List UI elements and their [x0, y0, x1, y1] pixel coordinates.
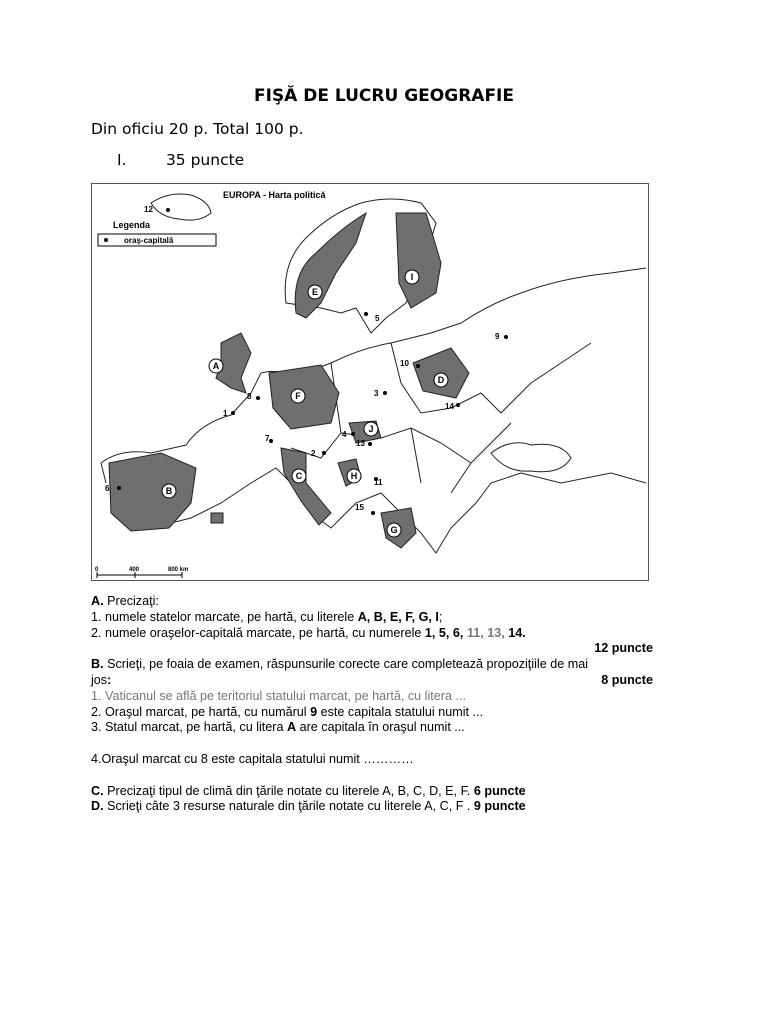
number-5: 5 — [375, 314, 380, 323]
letter-j: J — [368, 424, 374, 434]
legend-dot — [104, 238, 108, 242]
number-8: 8 — [247, 392, 252, 401]
task-a1-text: 1. numele statelor marcate, pe hartă, cu literele — [91, 609, 358, 624]
task-list — [91, 594, 653, 815]
task-d-label: D. — [91, 799, 104, 814]
task-b-colon: : — [107, 672, 112, 687]
scale-800: 800 km — [168, 567, 189, 573]
europe-political-map — [91, 183, 649, 581]
capital-dot — [364, 312, 368, 316]
number-7: 7 — [265, 434, 270, 443]
number-1: 1 — [223, 409, 228, 418]
section-heading — [117, 151, 244, 169]
number-4: 4 — [342, 430, 347, 439]
task-a2-numbers: 1, 5, 6, — [424, 625, 464, 640]
task-a2-last: 14. — [508, 625, 526, 640]
letter-b: B — [165, 486, 173, 496]
capital-dot — [322, 451, 326, 455]
task-c-points: 6 puncte — [473, 783, 526, 798]
map-title: EUROPA - Harta politică — [223, 190, 326, 200]
number-6: 6 — [105, 484, 110, 493]
number-14: 14 — [445, 402, 454, 411]
task-b-text-end: jos — [91, 672, 108, 687]
points-summary: Din oficiu 20 p. Total 100 p. — [91, 120, 304, 138]
task-a1-end: ; — [438, 609, 443, 624]
task-a1-letters: A, B, E, F, G, I — [357, 609, 439, 624]
legend-title: Legenda — [113, 220, 151, 230]
number-10: 10 — [400, 359, 409, 368]
task-b3-text: 3. Statul marcat, pe hartă, cu litera — [91, 720, 287, 735]
task-c-text: Precizaţi tipul de climă din ţările notate cu literele A, B, C, D, E, F. — [107, 783, 471, 798]
letter-f: F — [295, 391, 301, 401]
task-a-label: A. — [91, 594, 104, 608]
number-12: 12 — [144, 205, 153, 214]
capital-dot — [117, 486, 121, 490]
task-b3-end: are capitala în oraşul numit ... — [296, 720, 465, 735]
task-a2-gray-numbers: 11, 13, — [466, 625, 505, 640]
capital-dot — [416, 364, 420, 368]
capital-dot — [231, 411, 235, 415]
capital-dot — [166, 208, 170, 212]
scale-0: 0 — [95, 567, 99, 573]
capital-dot — [504, 335, 508, 339]
small-territory — [211, 513, 223, 523]
task-c-label: C. — [91, 783, 104, 798]
number-11: 11 — [374, 478, 383, 487]
letter-i: I — [410, 272, 414, 282]
task-b2-number: 9 — [310, 704, 318, 719]
task-a2-text: 2. numele oraşelor-capitală marcate, pe hartă, cu numerele — [91, 625, 425, 640]
section-points: 35 puncte — [165, 151, 245, 169]
scale-400: 400 — [129, 567, 140, 573]
capital-dot — [351, 432, 355, 436]
task-d-points: 9 puncte — [473, 799, 526, 814]
worksheet-title: FIŞĂ DE LUCRU GEOGRAFIE — [254, 86, 514, 106]
section-number: I. — [117, 151, 127, 169]
task-b-label: B. — [91, 657, 104, 672]
number-13: 13 — [356, 439, 365, 448]
letter-d: D — [437, 375, 445, 385]
capital-dot — [269, 439, 273, 443]
task-b2-text: 2. Oraşul marcat, pe hartă, cu numărul — [91, 704, 311, 719]
task-b1: 1. Vaticanul se află pe teritoriul statului marcat, pe hartă, cu litera ... — [91, 688, 466, 703]
task-a-points: 12 puncte — [594, 641, 653, 656]
letter-g: G — [390, 525, 398, 535]
task-a-text: Precizaţi: — [107, 594, 159, 608]
task-b2-end: este capitala statului numit ... — [317, 704, 484, 719]
capital-dot — [368, 442, 372, 446]
task-b-text: Scrieţi, pe foaia de examen, răspunsurile corecte care completează propoziţiile de mai — [107, 657, 589, 672]
number-15: 15 — [355, 503, 364, 512]
task-b-points: 8 puncte — [601, 672, 653, 687]
capital-dot — [371, 511, 375, 515]
number-9: 9 — [495, 332, 500, 341]
task-d-text: Scrieţi câte 3 resurse naturale din ţările notate cu literele A, C, F . — [107, 799, 471, 814]
number-3: 3 — [374, 389, 379, 398]
number-2: 2 — [311, 449, 316, 458]
letter-h: H — [350, 471, 358, 481]
task-b3-letter: A — [287, 720, 297, 735]
task-b4: 4.Oraşul marcat cu 8 este capitala statului numit ………… — [91, 751, 414, 766]
letter-a: A — [212, 361, 220, 371]
capital-dot — [456, 403, 460, 407]
capital-dot — [383, 391, 387, 395]
legend-item: oraş-capitală — [124, 236, 174, 245]
letter-c: C — [295, 471, 303, 481]
letter-e: E — [311, 287, 319, 297]
capital-dot — [256, 396, 260, 400]
